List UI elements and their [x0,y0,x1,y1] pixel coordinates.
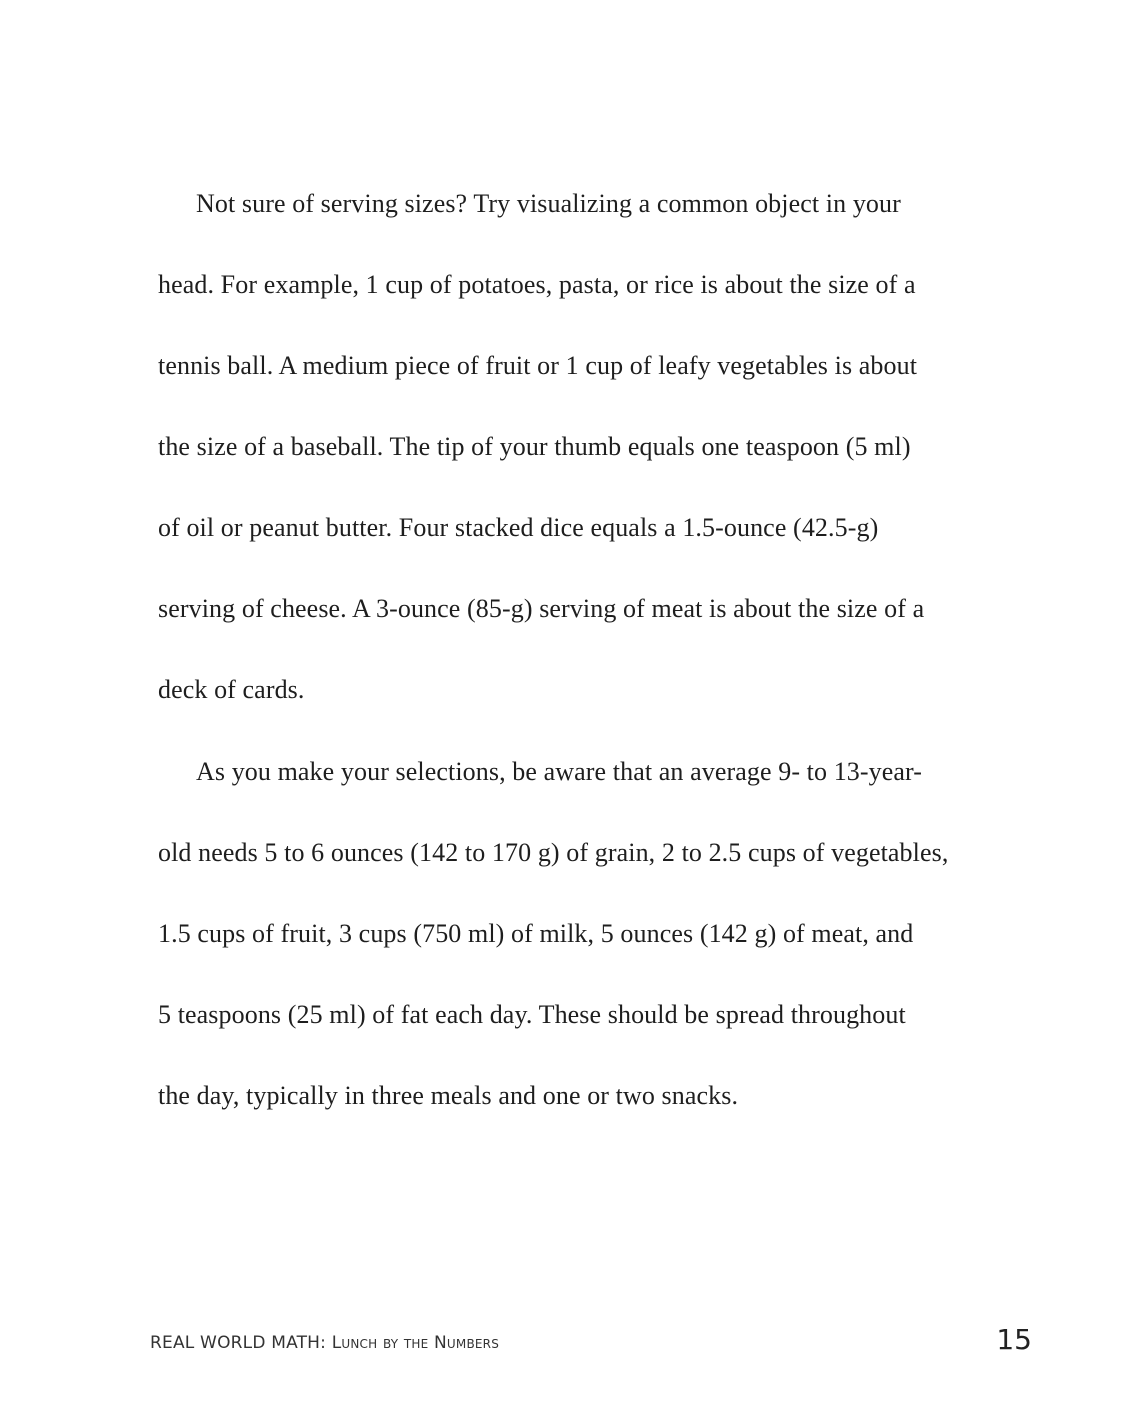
footer-book-title: Lunch by the Numbers [331,1333,500,1353]
page-number: 15 [996,1323,1032,1356]
paragraph-1-line-7: deck of cards. [158,675,305,704]
paragraph-2-line-3: 1.5 cups of fruit, 3 cups (750 ml) of milk, 5 ounces (142 g) of meat, and [158,919,914,948]
paragraph-1-line-1: Not sure of serving sizes? Try visualizing a common object in your [196,189,901,218]
paragraph-1-line-3: tennis ball. A medium piece of fruit or 1 cup of leafy vegetables is about [158,351,918,380]
paragraph-2-line-4: 5 teaspoons (25 ml) of fat each day. These should be spread throughout [158,1000,906,1029]
paragraph-2-line-1: As you make your selections, be aware that an average 9- to 13-year- [196,757,923,786]
paragraph-1-line-5: of oil or peanut butter. Four stacked dice equals a 1.5-ounce (42.5-g) [158,513,879,542]
running-footer-title [150,1333,499,1353]
paragraph-1-line-6: serving of cheese. A 3-ounce (85-g) serving of meat is about the size of a [158,594,925,623]
paragraph-2-line-2: old needs 5 to 6 ounces (142 to 170 g) of grain, 2 to 2.5 cups of vegetables, [158,838,949,867]
paragraph-1-line-4: the size of a baseball. The tip of your thumb equals one teaspoon (5 ml) [158,432,911,461]
paragraph-2-line-5: the day, typically in three meals and one or two snacks. [158,1081,739,1110]
footer-series-label: REAL WORLD MATH: [150,1333,327,1353]
paragraph-1-line-2: head. For example, 1 cup of potatoes, pasta, or rice is about the size of a [158,270,916,299]
